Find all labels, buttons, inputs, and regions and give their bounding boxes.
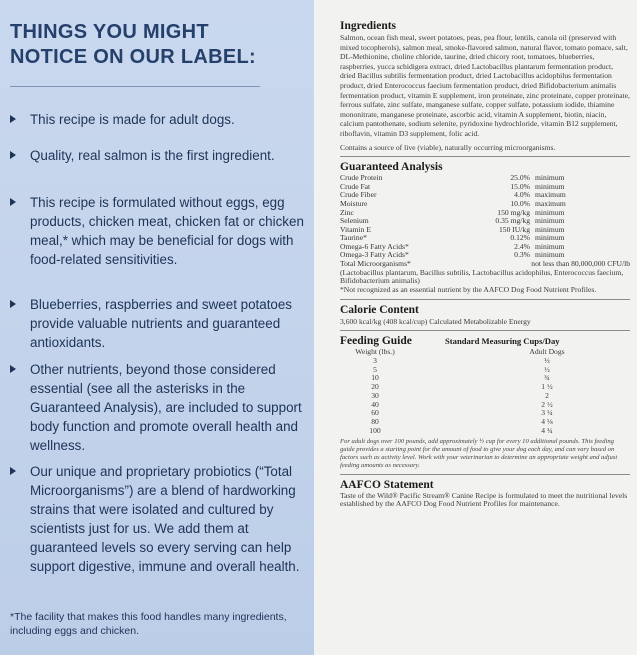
nutrient-name: Omega-3 Fatty Acids* — [340, 250, 409, 260]
cups-cell: 3 ¼ — [541, 408, 553, 418]
nutrient-name: Zinc — [340, 207, 354, 217]
nutrient-name: Crude Fat — [340, 181, 371, 191]
bullet-item: Other nutrients, beyond those considered essential (see all the asterisks in the Guaranteed Analysis), are included to support body function and promote overall health and wellness. — [10, 360, 305, 455]
section-divider — [340, 474, 630, 475]
cups-cell: ⅓ — [544, 356, 550, 366]
nutrient-value: 0.35 mg/kg — [495, 216, 530, 226]
analysis-row — [340, 200, 630, 209]
analysis-row — [340, 191, 630, 200]
aafco-heading: AAFCO Statement — [340, 478, 434, 491]
title-divider — [10, 86, 260, 87]
bullet-item: Our unique and proprietary probiotics (“Total Microorganisms”) are a blend of hardworking strains that were isolated and cultured by scientists just for us. We add them at guaranteed levels so every serving can help support digestive, immune and overall health. — [10, 462, 305, 576]
cups-cell: ¾ — [544, 373, 550, 383]
aafco-statement: Taste of the Wild® Pacific Stream® Canine Recipe is formulated to meet the nutritional levels established by the AAFCO Dog Food Nutrient Profiles for maintenance. — [340, 490, 628, 509]
feeding-guide-table — [340, 348, 630, 435]
guaranteed-analysis-table — [340, 174, 630, 260]
label-info-panel — [0, 0, 314, 655]
nutrient-qualifier: maximum — [535, 190, 566, 200]
cups-cell: 1 ½ — [541, 382, 553, 392]
analysis-row — [340, 209, 630, 218]
bullet-item: Blueberries, raspberries and sweet potatoes provide valuable nutrients and guaranteed antioxidants. — [10, 295, 305, 352]
micro-name: Total Microorganisms* — [340, 259, 411, 269]
bullet-item: This recipe is made for adult dogs. — [10, 110, 305, 129]
section-divider — [340, 156, 630, 157]
section-divider — [340, 299, 630, 300]
weight-cell: 10 — [371, 373, 379, 383]
nutrient-qualifier: minimum — [535, 181, 565, 191]
nutrient-name: Omega-6 Fatty Acids* — [340, 241, 409, 251]
weight-cell: 5 — [373, 364, 377, 374]
cups-cell: ½ — [544, 364, 550, 374]
nutrient-name: Vitamin E — [340, 224, 371, 234]
calorie-text: 3,600 kcal/kg (408 kcal/cup) Calculated Metabolizable Energy — [340, 316, 531, 326]
weight-cell: 20 — [371, 382, 379, 392]
cups-cell: 2 ½ — [541, 399, 553, 409]
ingredients-text: Salmon, ocean fish meal, sweet potatoes, peas, pea flour, lentils, canola oil (preserved with mixed tocopherols), salmon meal, smoke-flavored salmon, natural flavor, tomato pomace, salt, DL-Methionine, choline chloride, taurine, dried chicory root, tomatoes, blueberries, raspberries, yucca schidigera extract, dried Lactobacillus plantarum fermentation product, dried Bacillus subtilis fermentation product, dried Lactobacillus acidophilus fermentation product, dried Enterococcus faecium fermentation product, dried Bifidobacterium animalis fermentation product, vitamin E supplement, iron proteinate, zinc proteinate, copper proteinate, ferrous sulfate, zinc sulfate, manganese sulfate, copper sulfate, potassium iodide, thiamine mononitrate, manganese proteinate, ascorbic acid, vitamin A supplement, biotin, niacin, calcium pantothenate, sodium selenite, pyridoxine hydrochloride, vitamin B12 supplement, riboflavin, vitamin D3 supplement, folic acid. — [340, 33, 630, 138]
nutrition-label-panel — [314, 0, 637, 655]
feeding-guide-heading: Feeding Guide — [340, 335, 412, 348]
weight-cell: 40 — [371, 399, 379, 409]
weight-cell: 80 — [371, 416, 379, 426]
nutrient-qualifier: minimum — [535, 233, 565, 243]
cups-cell: 2 — [545, 390, 549, 400]
nutrient-qualifier: minimum — [535, 207, 565, 217]
bullet-arrow-icon — [10, 198, 16, 206]
panel-title: THINGS YOU MIGHT NOTICE ON OUR LABEL: — [10, 21, 256, 68]
nutrient-name: Selenium — [340, 216, 369, 226]
weight-cell: 60 — [371, 408, 379, 418]
analysis-row — [340, 217, 630, 226]
cups-cell: 4 ¾ — [541, 425, 553, 435]
bullet-arrow-icon — [10, 467, 16, 475]
nutrient-name: Taurine* — [340, 233, 367, 243]
nutrient-value: 150 IU/kg — [498, 224, 530, 234]
nutrient-value: 0.12% — [510, 233, 530, 243]
bullet-arrow-icon — [10, 300, 16, 308]
nutrient-value: 25.0% — [510, 173, 530, 183]
weight-cell: 30 — [371, 390, 379, 400]
section-divider — [340, 330, 630, 331]
facility-footnote: *The facility that makes this food handles many ingredients, including eggs and chicken. — [10, 611, 287, 637]
nutrient-qualifier: minimum — [535, 173, 565, 183]
nutrient-value: 15.0% — [510, 181, 530, 191]
analysis-row — [340, 226, 630, 235]
nutrient-qualifier: minimum — [535, 216, 565, 226]
nutrient-value: 0.3% — [514, 250, 530, 260]
weight-column-header: Weight (lbs.) — [355, 347, 395, 357]
bullet-arrow-icon — [10, 151, 16, 159]
calorie-heading: Calorie Content — [340, 303, 419, 316]
microorganisms-strains: (Lactobacillus plantarum, Bacillus subtilis, Lactobacillus acidophilus, Enterococcus faecium, Bifidobacterium animalis) — [340, 267, 624, 286]
bullet-item: This recipe is formulated without eggs, egg products, chicken meat, chicken fat or chicken meal,* which may be beneficial for dogs with food-related sensitivities. — [10, 193, 305, 269]
nutrient-name: Crude Fiber — [340, 190, 377, 200]
microorganisms-note: Contains a source of live (viable), naturally occurring microorganisms. — [340, 142, 556, 152]
nutrient-qualifier: maximum — [535, 198, 566, 208]
weight-cell: 100 — [369, 425, 381, 435]
bullet-arrow-icon — [10, 115, 16, 123]
nutrient-value: 10.0% — [510, 198, 530, 208]
nutrient-name: Crude Protein — [340, 173, 383, 183]
nutrient-value: 4.0% — [514, 190, 530, 200]
cups-cell: 4 ⅛ — [541, 416, 553, 426]
adult-dogs-column-header: Adult Dogs — [529, 347, 565, 357]
nutrient-value: 150 mg/kg — [497, 207, 530, 217]
micro-value: not less than 80,000,000 CFU/lb — [531, 259, 630, 269]
bullet-item: Quality, real salmon is the first ingredient. — [10, 146, 305, 165]
feeding-guide-note: For adult dogs over 100 pounds, add approximately ½ cup for every 10 additional pounds. This feeding guide provides a starting point for the amount of food to give your dog each day, and can vary based on factors such as activity level. Work with your veterinarian to determine an appropriate weight and adjust feeding amounts as necessary. — [340, 438, 618, 469]
nutrient-qualifier: minimum — [535, 241, 565, 251]
bullet-arrow-icon — [10, 365, 16, 373]
analysis-row — [340, 183, 630, 192]
weight-cell: 3 — [373, 356, 377, 366]
feeding-guide-subheading: Standard Measuring Cups/Day — [445, 336, 560, 347]
nutrient-qualifier: minimum — [535, 250, 565, 260]
analysis-footnote: *Not recognized as an essential nutrient by the AAFCO Dog Food Nutrient Profiles. — [340, 285, 597, 295]
nutrient-qualifier: minimum — [535, 224, 565, 234]
ingredients-heading: Ingredients — [340, 20, 397, 32]
nutrient-name: Moisture — [340, 198, 368, 208]
analysis-row — [340, 174, 630, 183]
guaranteed-analysis-heading: Guaranteed Analysis — [340, 161, 443, 174]
nutrient-value: 2.4% — [514, 241, 530, 251]
